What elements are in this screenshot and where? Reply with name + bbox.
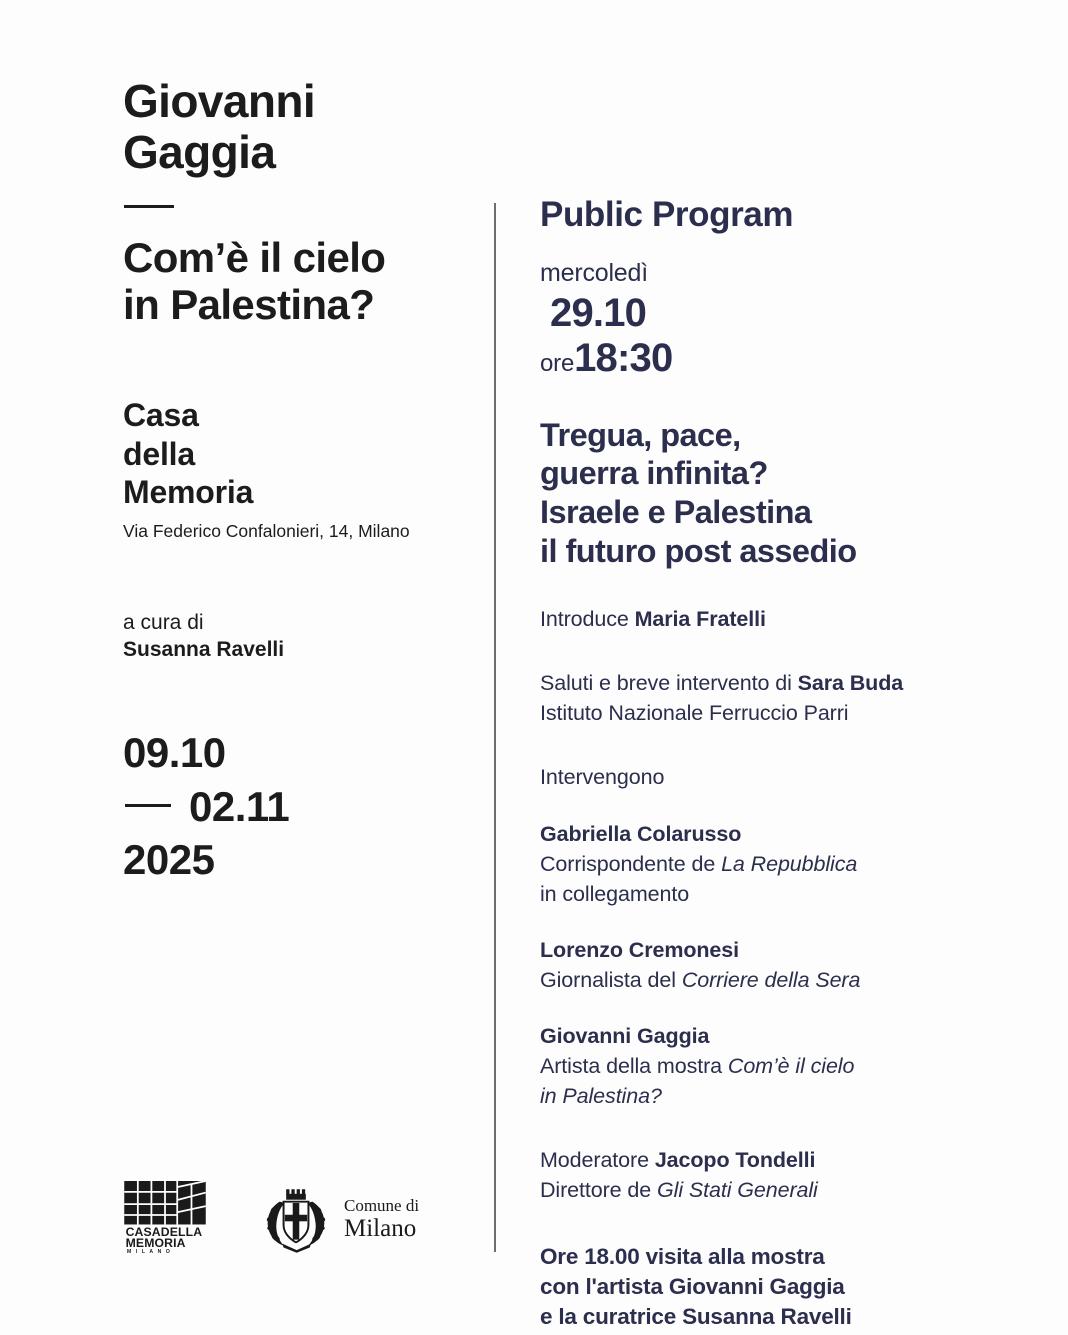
speaker-role-publication-cont: in Palestina? bbox=[540, 1084, 662, 1109]
event-date: 29.10 bbox=[550, 290, 647, 335]
speaker-item bbox=[540, 1021, 980, 1111]
speaker-role-publication: Corriere della Sera bbox=[681, 967, 861, 992]
speaker-role-prefix: Artista della mostra bbox=[540, 1054, 728, 1079]
run-date-start: 09.10 bbox=[123, 728, 226, 776]
speaker-role bbox=[540, 1051, 980, 1081]
curator-block bbox=[123, 609, 473, 664]
moderator-label: Moderatore bbox=[540, 1148, 655, 1173]
venue-address: Via Federico Confalonieri, 14, Milano bbox=[123, 521, 410, 542]
run-year: 2025 bbox=[123, 836, 215, 884]
comune-di-milano-line-1: Comune di bbox=[344, 1195, 420, 1215]
column-divider bbox=[494, 203, 496, 1252]
introduce-name: Maria Fratelli bbox=[634, 607, 766, 632]
right-column bbox=[540, 196, 980, 1332]
greeting-line bbox=[540, 668, 980, 698]
speaker-role bbox=[540, 849, 980, 879]
venue-name bbox=[123, 396, 473, 511]
exhibition-title-line-1: Com’è il cielo bbox=[123, 234, 386, 282]
speaker-role-extra bbox=[540, 1081, 980, 1111]
venue-name-line-2: della bbox=[123, 435, 195, 472]
left-column bbox=[123, 76, 473, 887]
speaker-item bbox=[540, 819, 980, 909]
moderator-name: Jacopo Tondelli bbox=[654, 1148, 816, 1173]
artist-name bbox=[123, 76, 473, 177]
visit-note-line-1: Ore 18.00 visita alla mostra bbox=[540, 1243, 825, 1269]
artist-name-line-2: Gaggia bbox=[123, 125, 276, 178]
speaker-role-publication: La Repubblica bbox=[721, 851, 858, 876]
casa-della-memoria-mark-icon bbox=[124, 1181, 206, 1253]
introduce-line bbox=[540, 604, 980, 634]
speaker-role-publication: Com’è il cielo bbox=[727, 1054, 855, 1079]
comune-di-milano-logo bbox=[260, 1187, 419, 1253]
visit-note-line-2: con l'artista Giovanni Gaggia bbox=[540, 1273, 845, 1299]
title-rule-divider bbox=[124, 205, 174, 208]
milano-crest-icon bbox=[260, 1187, 332, 1253]
run-date-end-row bbox=[123, 780, 473, 834]
speaker-role-extra: in collegamento bbox=[540, 881, 690, 906]
casa-della-memoria-logo-line-1: CASADELLA bbox=[125, 1225, 203, 1240]
speaker-name: Gabriella Colarusso bbox=[540, 821, 742, 846]
event-time-row bbox=[540, 335, 980, 380]
casa-della-memoria-logo-line-3: M I L A N O bbox=[126, 1249, 172, 1253]
speakers-section bbox=[540, 762, 980, 1111]
speakers-label: Intervengono bbox=[540, 765, 665, 790]
speaker-role bbox=[540, 965, 980, 995]
talk-title-line-2: guerra infinita? bbox=[540, 455, 768, 492]
moderator-role-prefix: Direttore de bbox=[540, 1178, 658, 1203]
venue-block bbox=[123, 396, 473, 543]
exhibition-title bbox=[123, 234, 473, 328]
curator-label: a cura di bbox=[123, 611, 204, 635]
moderator-line bbox=[540, 1145, 980, 1175]
run-date-end: 02.11 bbox=[189, 782, 290, 830]
curator-name: Susanna Ravelli bbox=[123, 638, 285, 662]
speaker-name: Giovanni Gaggia bbox=[540, 1024, 710, 1049]
speaker-role-prefix: Corrispondente de bbox=[540, 851, 722, 876]
comune-di-milano-wordmark bbox=[344, 1197, 419, 1242]
moderator-role-publication: Gli Stati Generali bbox=[657, 1178, 818, 1203]
speaker-role-prefix: Giornalista del bbox=[540, 967, 682, 992]
greeting-affiliation: Istituto Nazionale Ferruccio Parri bbox=[540, 701, 849, 726]
venue-name-line-3: Memoria bbox=[123, 474, 254, 511]
casa-della-memoria-logo-line-2: MEMORIA bbox=[125, 1235, 186, 1250]
moderator-role bbox=[540, 1175, 980, 1205]
talk-title-line-1: Tregua, pace, bbox=[540, 416, 741, 453]
introduce-label: Introduce bbox=[540, 607, 635, 632]
venue-name-line-1: Casa bbox=[123, 397, 199, 434]
speaker-item bbox=[540, 935, 980, 995]
speaker-name: Lorenzo Cremonesi bbox=[540, 937, 740, 962]
event-weekday: mercoledì bbox=[540, 258, 648, 287]
event-time-value: 18:30 bbox=[574, 335, 673, 380]
talk-title bbox=[540, 416, 980, 571]
introduce-row bbox=[540, 604, 980, 634]
logo-row bbox=[124, 1181, 419, 1258]
exhibition-title-line-2: in Palestina? bbox=[123, 281, 375, 329]
visit-note-line-3: e la curatrice Susanna Ravelli bbox=[540, 1303, 852, 1329]
greeting-name: Sara Buda bbox=[797, 671, 904, 696]
talk-title-line-3: Israele e Palestina bbox=[540, 493, 812, 530]
visit-note bbox=[540, 1242, 980, 1332]
talk-title-line-4: il futuro post assedio bbox=[540, 532, 857, 569]
artist-name-line-1: Giovanni bbox=[123, 75, 316, 127]
moderator-section bbox=[540, 1145, 980, 1205]
casa-della-memoria-logo bbox=[124, 1181, 206, 1258]
comune-di-milano-line-2: Milano bbox=[344, 1214, 417, 1242]
event-datetime-block bbox=[540, 258, 980, 380]
greeting-row bbox=[540, 668, 980, 728]
event-time-label: ore bbox=[540, 349, 575, 377]
greeting-label: Saluti e breve intervento di bbox=[540, 671, 798, 696]
date-range-dash bbox=[125, 804, 171, 807]
public-program-heading: Public Program bbox=[540, 195, 794, 234]
exhibition-run-dates bbox=[123, 726, 473, 887]
